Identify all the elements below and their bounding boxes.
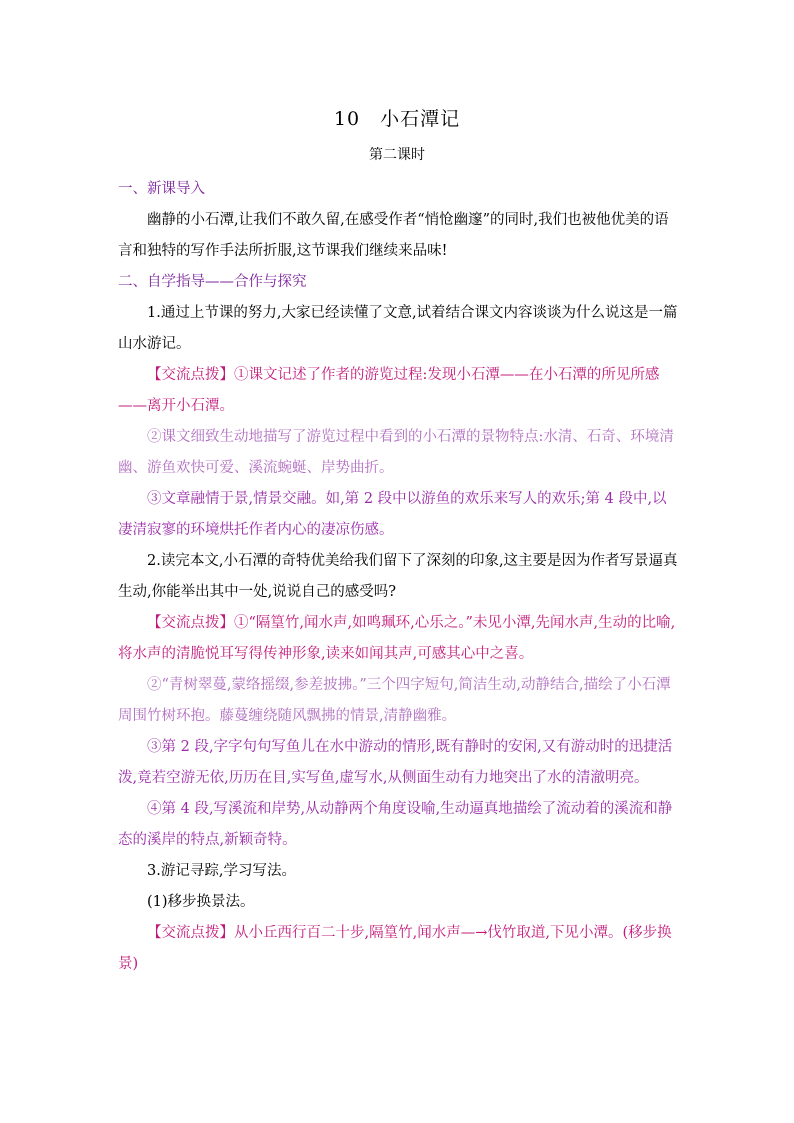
answer-1-1: 【交流点拨】①课文记述了作者的游览过程:发现小石潭——在小石潭的所见所感——离开小石潭。 — [118, 367, 660, 414]
answer-2-1: 【交流点拨】①“隔篁竹,闻水声,如鸣珮环,心乐之。”未见小潭,先闻水声,生动的比喻,将水声的清脆悦耳写得传神形象,读来如闻其声,可感其心中之喜。 — [118, 615, 676, 662]
page-subtitle: 第二课时 — [369, 147, 425, 163]
answer-2-4: ④第 4 段,写溪流和岸势,从动静两个角度设喻,生动逼真地描绘了流动着的溪流和静态的溪岸的特点,新颖奇特。 — [118, 801, 673, 848]
section2-heading: 二、自学指导——合作与探究 — [118, 274, 307, 290]
answer-1-2: ②课文细致生动地描写了游览过程中看到的小石潭的景物特点:水清、石奇、环境清幽、游鱼欢快可爱、溪流蜿蜒、岸势曲折。 — [118, 429, 674, 476]
answer-1-3: ③文章融情于景,情景交融。如,第 2 段中以游鱼的欢乐来写人的欢乐;第 4 段中,以凄清寂寥的环境烘托作者内心的凄凉伤感。 — [118, 491, 667, 538]
question-2: 2.读完本文,小石潭的奇特优美给我们留下了深刻的印象,这主要是因为作者写景逼真生动,你能举出其中一处,说说自己的感受吗? — [118, 553, 678, 600]
page-title — [0, 104, 794, 131]
question-1: 1.通过上节课的努力,大家已经读懂了文意,试着结合课文内容谈谈为什么说这是一篇山水游记。 — [118, 305, 678, 352]
title-text: 小石潭记 — [380, 108, 461, 130]
question-3: 3.游记寻踪,学习写法。 — [147, 863, 296, 879]
section1-heading: 一、新课导入 — [118, 181, 205, 197]
answer-2-3: ③第 2 段,字字句句写鱼儿在水中游动的情形,既有静时的安闲,又有游动时的迅捷活泼,竟若空游无依,历历在目,实写鱼,虚写水,从侧面生动有力地突出了水的清澈明亮。 — [118, 739, 673, 786]
title-number: 10 — [333, 108, 361, 130]
answer-3-1: 【交流点拨】从小丘西行百二十步,隔篁竹,闻水声—→伐竹取道,下见小潭。(移步换景) — [118, 925, 672, 972]
section1-paragraph: 幽静的小石潭,让我们不敢久留,在感受作者“悄怆幽邃”的同时,我们也被他优美的语言和独特的写作手法所折服,这节课我们继续来品味! — [118, 212, 669, 259]
question-3-1: (1)移步换景法。 — [147, 894, 255, 910]
answer-2-2: ②“青树翠蔓,蒙络摇缀,参差披拂。”三个四字短句,简洁生动,动静结合,描绘了小石潭周围竹树环抱。藤蔓缠绕随风飘拂的情景,清静幽雅。 — [118, 677, 671, 724]
